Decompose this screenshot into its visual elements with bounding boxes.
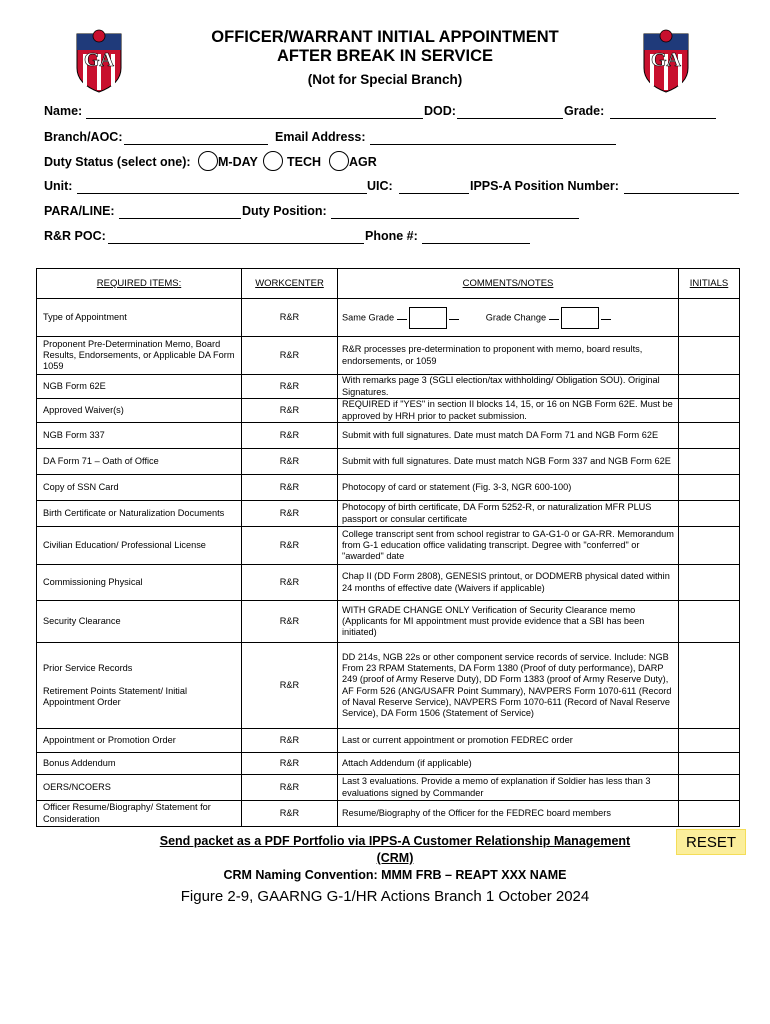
col-header-initials: INITIALS [679, 269, 740, 299]
item-cell: Commissioning Physical [37, 565, 242, 601]
table-row [37, 643, 740, 729]
uic-field[interactable] [399, 193, 469, 194]
table-row [37, 601, 740, 643]
branch-label: Branch/AOC: [44, 130, 123, 144]
initials-cell[interactable] [679, 801, 740, 827]
workcenter-cell: R&R [242, 399, 338, 423]
workcenter-cell: R&R [242, 423, 338, 449]
table-row [37, 337, 740, 375]
workcenter-cell: R&R [242, 601, 338, 643]
georgia-crest-logo-right [640, 28, 692, 94]
item-cell: Copy of SSN Card [37, 475, 242, 501]
radio-tech[interactable] [263, 151, 283, 171]
comment-cell: Photocopy of birth certificate, DA Form 5252-R, or naturalization MFR PLUS passport or consular certificate [338, 501, 679, 527]
table-header-row [37, 269, 740, 299]
rr-poc-label: R&R POC: [44, 229, 106, 243]
comment-cell: Attach Addendum (if applicable) [338, 753, 679, 775]
title-line-2: AFTER BREAK IN SERVICE [276, 47, 494, 65]
workcenter-cell: R&R [242, 775, 338, 801]
comment-cell: Last 3 evaluations. Provide a memo of explanation if Soldier has less than 3 evaluations signed by Commander [338, 775, 679, 801]
phone-field[interactable] [422, 243, 530, 244]
item-cell: Appointment or Promotion Order [37, 729, 242, 753]
comment-cell: Resume/Biography of the Officer for the FEDREC board members [338, 801, 679, 827]
title-subtitle: (Not for Special Branch) [307, 72, 463, 87]
submission-instructions [140, 833, 650, 884]
retirement-points-label: Retirement Points Statement/ Initial Appointment Order [43, 685, 188, 708]
same-grade-label: Same Grade [342, 311, 395, 322]
dod-label: DOD: [424, 104, 456, 118]
form-title [140, 28, 630, 89]
email-label: Email Address: [275, 130, 366, 144]
item-cell: Birth Certificate or Naturalization Documents [37, 501, 242, 527]
comment-cell: Photocopy of card or statement (Fig. 3-3, NGR 600-100) [338, 475, 679, 501]
tech-label: TECH [287, 155, 322, 169]
row-duty-status [44, 155, 724, 171]
item-cell [37, 643, 242, 729]
initials-cell[interactable] [679, 475, 740, 501]
workcenter-cell: R&R [242, 375, 338, 399]
row-rr-poc [44, 229, 724, 245]
comment-cell: Chap II (DD Form 2808), GENESIS printout, or DODMERB physical dated within 24 months of effective date (Waivers if applicable) [338, 565, 679, 601]
initials-cell[interactable] [679, 299, 740, 337]
comment-cell: R&R processes pre-determination to proponent with memo, board results, endorsements, or 1059 [338, 337, 679, 375]
item-cell: Type of Appointment [37, 299, 242, 337]
duty-position-label: Duty Position: [242, 204, 327, 218]
workcenter-cell: R&R [242, 337, 338, 375]
unit-field[interactable] [77, 193, 367, 194]
table-row [37, 449, 740, 475]
table-row [37, 375, 740, 399]
initials-cell[interactable] [679, 375, 740, 399]
duty-position-field[interactable] [331, 218, 579, 219]
mday-label: M-DAY [218, 155, 258, 169]
radio-agr[interactable] [329, 151, 349, 171]
table-row [37, 565, 740, 601]
duty-status-label: Duty Status (select one): [44, 155, 191, 169]
comment-cell: WITH GRADE CHANGE ONLY Verification of Security Clearance memo (Applicants for MI appointment must provide evidence that a SBI has been initiated) [338, 601, 679, 643]
ippsa-field[interactable] [624, 193, 739, 194]
initials-cell[interactable] [679, 643, 740, 729]
workcenter-cell: R&R [242, 565, 338, 601]
table-row [37, 423, 740, 449]
reset-button[interactable]: RESET [676, 829, 746, 855]
naming-convention: CRM Naming Convention: MMM FRB – REAPT XXX NAME [223, 868, 567, 882]
uic-label: UIC: [367, 179, 393, 193]
svg-text:GA: GA [84, 49, 114, 71]
para-line-field[interactable] [119, 218, 241, 219]
prior-service-label: Prior Service Records [43, 662, 133, 673]
comment-cell: Submit with full signatures. Date must match DA Form 71 and NGB Form 62E [338, 423, 679, 449]
name-field[interactable] [86, 118, 423, 119]
col-header-required-items: REQUIRED ITEMS: [37, 269, 242, 299]
name-label: Name: [44, 104, 83, 118]
para-line-label: PARA/LINE: [44, 204, 115, 218]
figure-caption: Figure 2-9, GAARNG G-1/HR Actions Branch 1 October 2024 [180, 888, 590, 905]
workcenter-cell: R&R [242, 449, 338, 475]
initials-cell[interactable] [679, 337, 740, 375]
row-name [44, 104, 724, 120]
dod-field[interactable] [457, 118, 563, 119]
item-cell: Bonus Addendum [37, 753, 242, 775]
initials-cell[interactable] [679, 729, 740, 753]
workcenter-cell: R&R [242, 729, 338, 753]
workcenter-cell: R&R [242, 753, 338, 775]
item-cell: Civilian Education/ Professional License [37, 527, 242, 565]
workcenter-cell: R&R [242, 527, 338, 565]
unit-label: Unit: [44, 179, 73, 193]
workcenter-cell: R&R [242, 643, 338, 729]
send-instruction: Send packet as a PDF Portfolio via IPPS-A Customer Relationship Management (CRM) [159, 834, 631, 865]
table-row [37, 399, 740, 423]
email-field[interactable] [370, 144, 616, 145]
initials-cell[interactable] [679, 501, 740, 527]
title-line-1: OFFICER/WARRANT INITIAL APPOINTMENT [211, 28, 559, 46]
item-cell: Approved Waiver(s) [37, 399, 242, 423]
comment-cell: With remarks page 3 (SGLI election/tax withholding/ Obligation SOU). Original Signatures. [338, 375, 679, 399]
initials-cell[interactable] [679, 399, 740, 423]
requirements-table [36, 268, 740, 827]
comment-cell: REQUIRED if "YES" in section II blocks 14, 15, or 16 on NGB Form 62E. Must be approved by HRH prior to packet submission. [338, 399, 679, 423]
row-para-line [44, 204, 724, 220]
table-row [37, 527, 740, 565]
initials-cell[interactable] [679, 423, 740, 449]
workcenter-cell: R&R [242, 501, 338, 527]
branch-field[interactable] [124, 144, 268, 145]
agr-label: AGR [349, 155, 377, 169]
grade-change-checkbox[interactable] [561, 307, 599, 329]
comment-cell: DD 214s, NGB 22s or other component service records of service. Include: NGB From 23 RPAM Statements, DA Form 1380 (Proof of duty performance), DARP 249 (proof of Army Reserve Duty), DD Form 1383 (proof of Army Reserve Duty), AF Form 526 (ANG/USAFR Point Summary), NAVPERS Form 1070-611 (Record of Naval Reserve Service), NAVPERS Form 1070-611 (Record of Naval Reserve Service), DA Form 1506 (Statement of Service) [338, 643, 679, 729]
radio-mday[interactable] [198, 151, 218, 171]
initials-cell[interactable] [679, 601, 740, 643]
table-row [37, 475, 740, 501]
item-cell: Proponent Pre-Determination Memo, Board Results, Endorsements, or Applicable DA Form 1059 [37, 337, 242, 375]
table-row [37, 753, 740, 775]
row-unit [44, 179, 744, 195]
row-branch [44, 130, 724, 146]
workcenter-cell: R&R [242, 299, 338, 337]
table-row [37, 801, 740, 827]
grade-label: Grade: [564, 104, 605, 118]
initials-cell[interactable] [679, 565, 740, 601]
table-row [37, 729, 740, 753]
workcenter-cell: R&R [242, 801, 338, 827]
initials-cell[interactable] [679, 775, 740, 801]
table-row [37, 501, 740, 527]
comment-cell: College transcript sent from school registrar to GA-G1-0 or GA-RR. Memorandum from G-1 education office validating transcript. Degree with "conferred" or "awarded" date [338, 527, 679, 565]
comment-cell: Last or current appointment or promotion FEDREC order [338, 729, 679, 753]
table-row [37, 775, 740, 801]
item-cell: NGB Form 337 [37, 423, 242, 449]
phone-label: Phone #: [365, 229, 418, 243]
initials-cell[interactable] [679, 527, 740, 565]
grade-change-label: Grade Change [485, 311, 547, 322]
item-cell: NGB Form 62E [37, 375, 242, 399]
svg-text:GA: GA [651, 49, 681, 71]
same-grade-checkbox[interactable] [409, 307, 447, 329]
item-cell: Officer Resume/Biography/ Statement for Consideration [37, 801, 242, 827]
grade-field[interactable] [610, 118, 716, 119]
ippsa-label: IPPS-A Position Number: [470, 179, 619, 193]
col-header-workcenter: WORKCENTER [242, 269, 338, 299]
comment-cell: Submit with full signatures. Date must match NGB Form 337 and NGB Form 62E [338, 449, 679, 475]
col-header-comments: COMMENTS/NOTES [338, 269, 679, 299]
rr-poc-field[interactable] [108, 243, 364, 244]
initials-cell[interactable] [679, 753, 740, 775]
table-row [37, 299, 740, 337]
comment-cell [338, 299, 679, 337]
workcenter-cell: R&R [242, 475, 338, 501]
item-cell: OERS/NCOERS [37, 775, 242, 801]
item-cell: Security Clearance [37, 601, 242, 643]
georgia-crest-logo-left [73, 28, 125, 94]
item-cell: DA Form 71 – Oath of Office [37, 449, 242, 475]
initials-cell[interactable] [679, 449, 740, 475]
